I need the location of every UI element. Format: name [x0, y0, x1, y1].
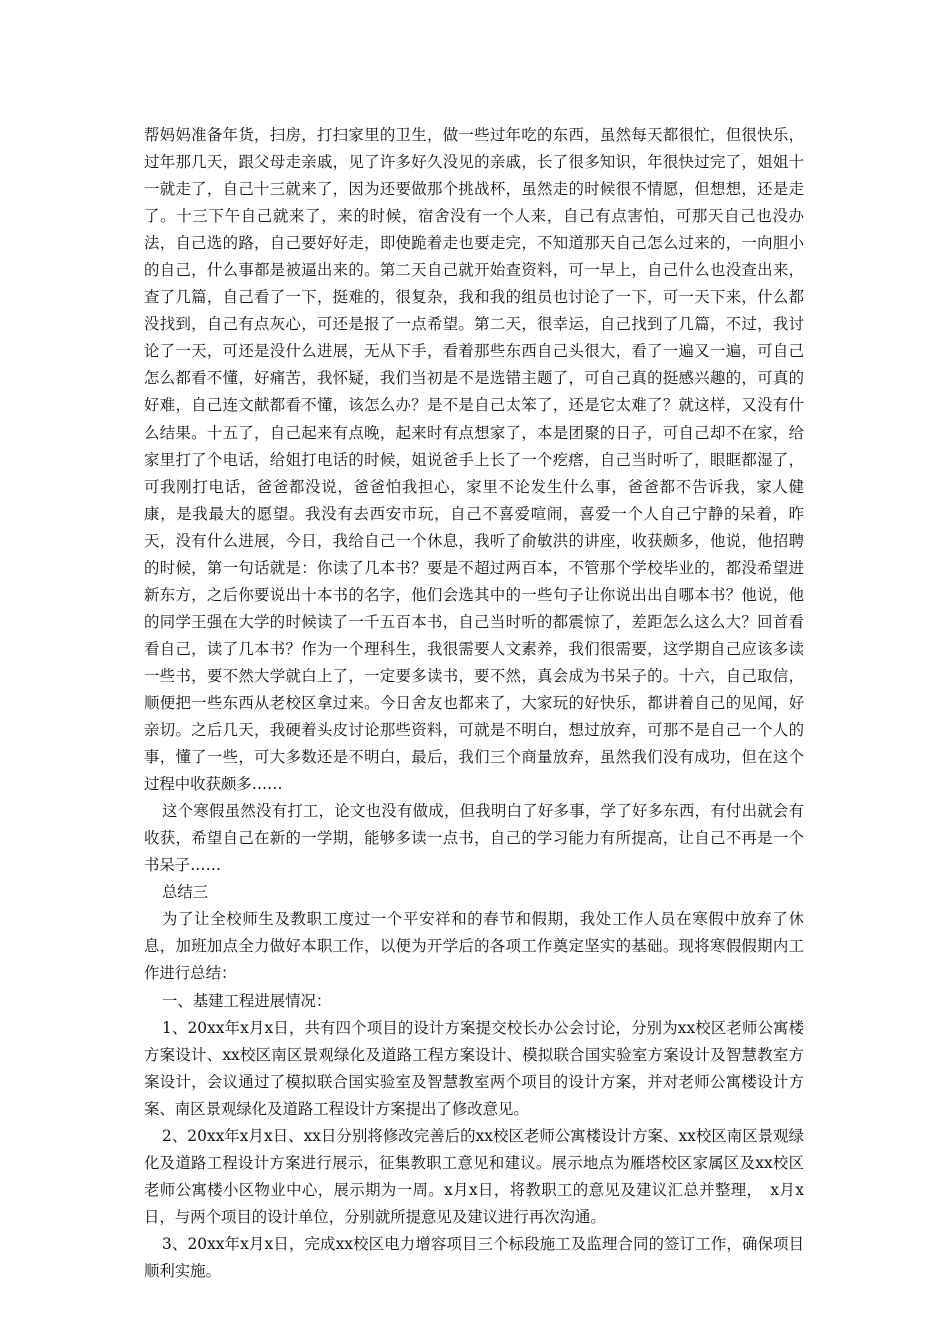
subheading-construction-progress: 一、基建工程进展情况：: [162, 991, 332, 1010]
list-item-1: 1、20xx年x月x日，共有四个项目的设计方案提交校长办公会讨论，分别为xx校区老师公寓楼方案设计、xx校区南区景观绿化及道路工程方案设计、模拟联合国实验室方案设计及智慧教室方案设计，会议通过了模拟联合国实验室及智慧教室两个项目的设计方案，并对老师公寓楼设计方案、南区景观绿化及道路工程设计方案提出了修改意见。: [144, 1018, 804, 1118]
list-item-3: 3、20xx年x月x日，完成xx校区电力增容项目三个标段施工及监理合同的签订工作，确保项目顺利实施。: [144, 1234, 804, 1280]
paragraph-winter-break-story: 帮妈妈准备年货，扫房，打扫家里的卫生，做一些过年吃的东西，虽然每天都很忙，但很快乐，过年那几天，跟父母走亲戚，见了许多好久没见的亲戚，长了很多知识，年很快过完了，姐姐十一就走了，自己十三就来了，因为还要做那个挑战杯，虽然走的时候很不情愿，但想想，还是走了。十三下午自己就来了，来的时候，宿舍没有一个人来，自己有点害怕，可那天自己也没办法，自己选的路，自己要好好走，即使跪着走也要走完，不知道那天自己怎么过来的，一向胆小的自己，什么事都是被逼出来的。第二天自己就开始查资料，可一早上，自己什么也没查出来，查了几篇，自己看了一下，挺难的，很复杂，我和我的组员也讨论了一下，可一天下来，什么都没找到，自己有点灰心，可还是报了一点希望。第二天，很幸运，自己找到了几篇，不过，我讨论了一天，可还是没什么进展，无从下手，看着那些东西自己头很大，看了一遍又一遍，可自己怎么都看不懂，好痛苦，我怀疑，我们当初是不是选错主题了，可自己真的挺感兴趣的，可真的好难，自己连文献都看不懂，该怎么办？是不是自己太笨了，还是它太难了？就这样，又没有什么结果。十五了，自己起来有点晚，起来时有点想家了，本是团聚的日子，可自己却不在家，给家里打了个电话，给姐打电话的时候，姐说爸手上长了一个疙瘩，自己当时听了，眼眶都湿了，可我刚打电话，爸爸都没说，爸爸怕我担心，家里不论发生什么事，爸爸都不告诉我，家人健康，是我最大的愿望。我没有去西安市玩，自己不喜爱喧闹，喜爱一个人自己宁静的呆着，昨天，没有什么进展，今日，我给自己一个休息，我听了俞敏洪的讲座，收获颇多，他说，他招聘的时候，第一句话就是：你读了几本书？要是不超过两百本，不管那个学校毕业的，都没希望进新东方，之后你要说出十本书的名字，他们会选其中的一些句子让你说出出自哪本书？他说，他的同学王强在大学的时候读了一千五百本书，自己当时听的都震惊了，差距怎么这么大？回首看看自己，读了几本书？作为一个理科生，我很需要人文素养，我们很需要，这学期自己应该多读一些书，要不然大学就白上了，一定要多读书，要不然，真会成为书呆子的。十六，自己取信，顺便把一些东西从老校区拿过来。今日舍友也都来了，大家玩的好快乐，都讲着自己的见闻，好亲切。之后几天，我硬着头皮讨论那些资料，可就是不明白，想过放弃，可那不是自己一个人的事，懂了一些，可大多数还是不明白，最后，我们三个商量放弃，虽然我们没有成功，但在这个过程中收获颇多……: [144, 126, 804, 794]
paragraph-summary-intro: 为了让全校师生及教职工度过一个平安祥和的春节和假期，我处工作人员在寒假中放弃了休息，加班加点全力做好本职工作，以便为开学后的各项工作奠定坚实的基础。现将寒假假期内工作进行总结：: [144, 910, 804, 983]
section-heading-summary-three: 总结三: [162, 883, 209, 902]
document-page: [144, 122, 804, 1285]
paragraph-winter-break-conclusion: 这个寒假虽然没有打工，论文也没有做成，但我明白了好多事，学了好多东西，有付出就会有收获，希望自己在新的一学期，能够多读一点书，自己的学习能力有所提高，让自己不再是一个书呆子……: [144, 802, 804, 875]
list-item-2: 2、20xx年x月x日、xx日分别将修改完善后的xx校区老师公寓楼设计方案、xx校区南区景观绿化及道路工程设计方案进行展示，征集教职工意见和建议。展示地点为雁塔校区家属区及xx校区老师公寓楼小区物业中心，展示期为一周。x月x日，将教职工的意见及建议汇总并整理， x月x日，与两个项目的设计单位，分别就所提意见及建议进行再次沟通。: [144, 1126, 804, 1226]
